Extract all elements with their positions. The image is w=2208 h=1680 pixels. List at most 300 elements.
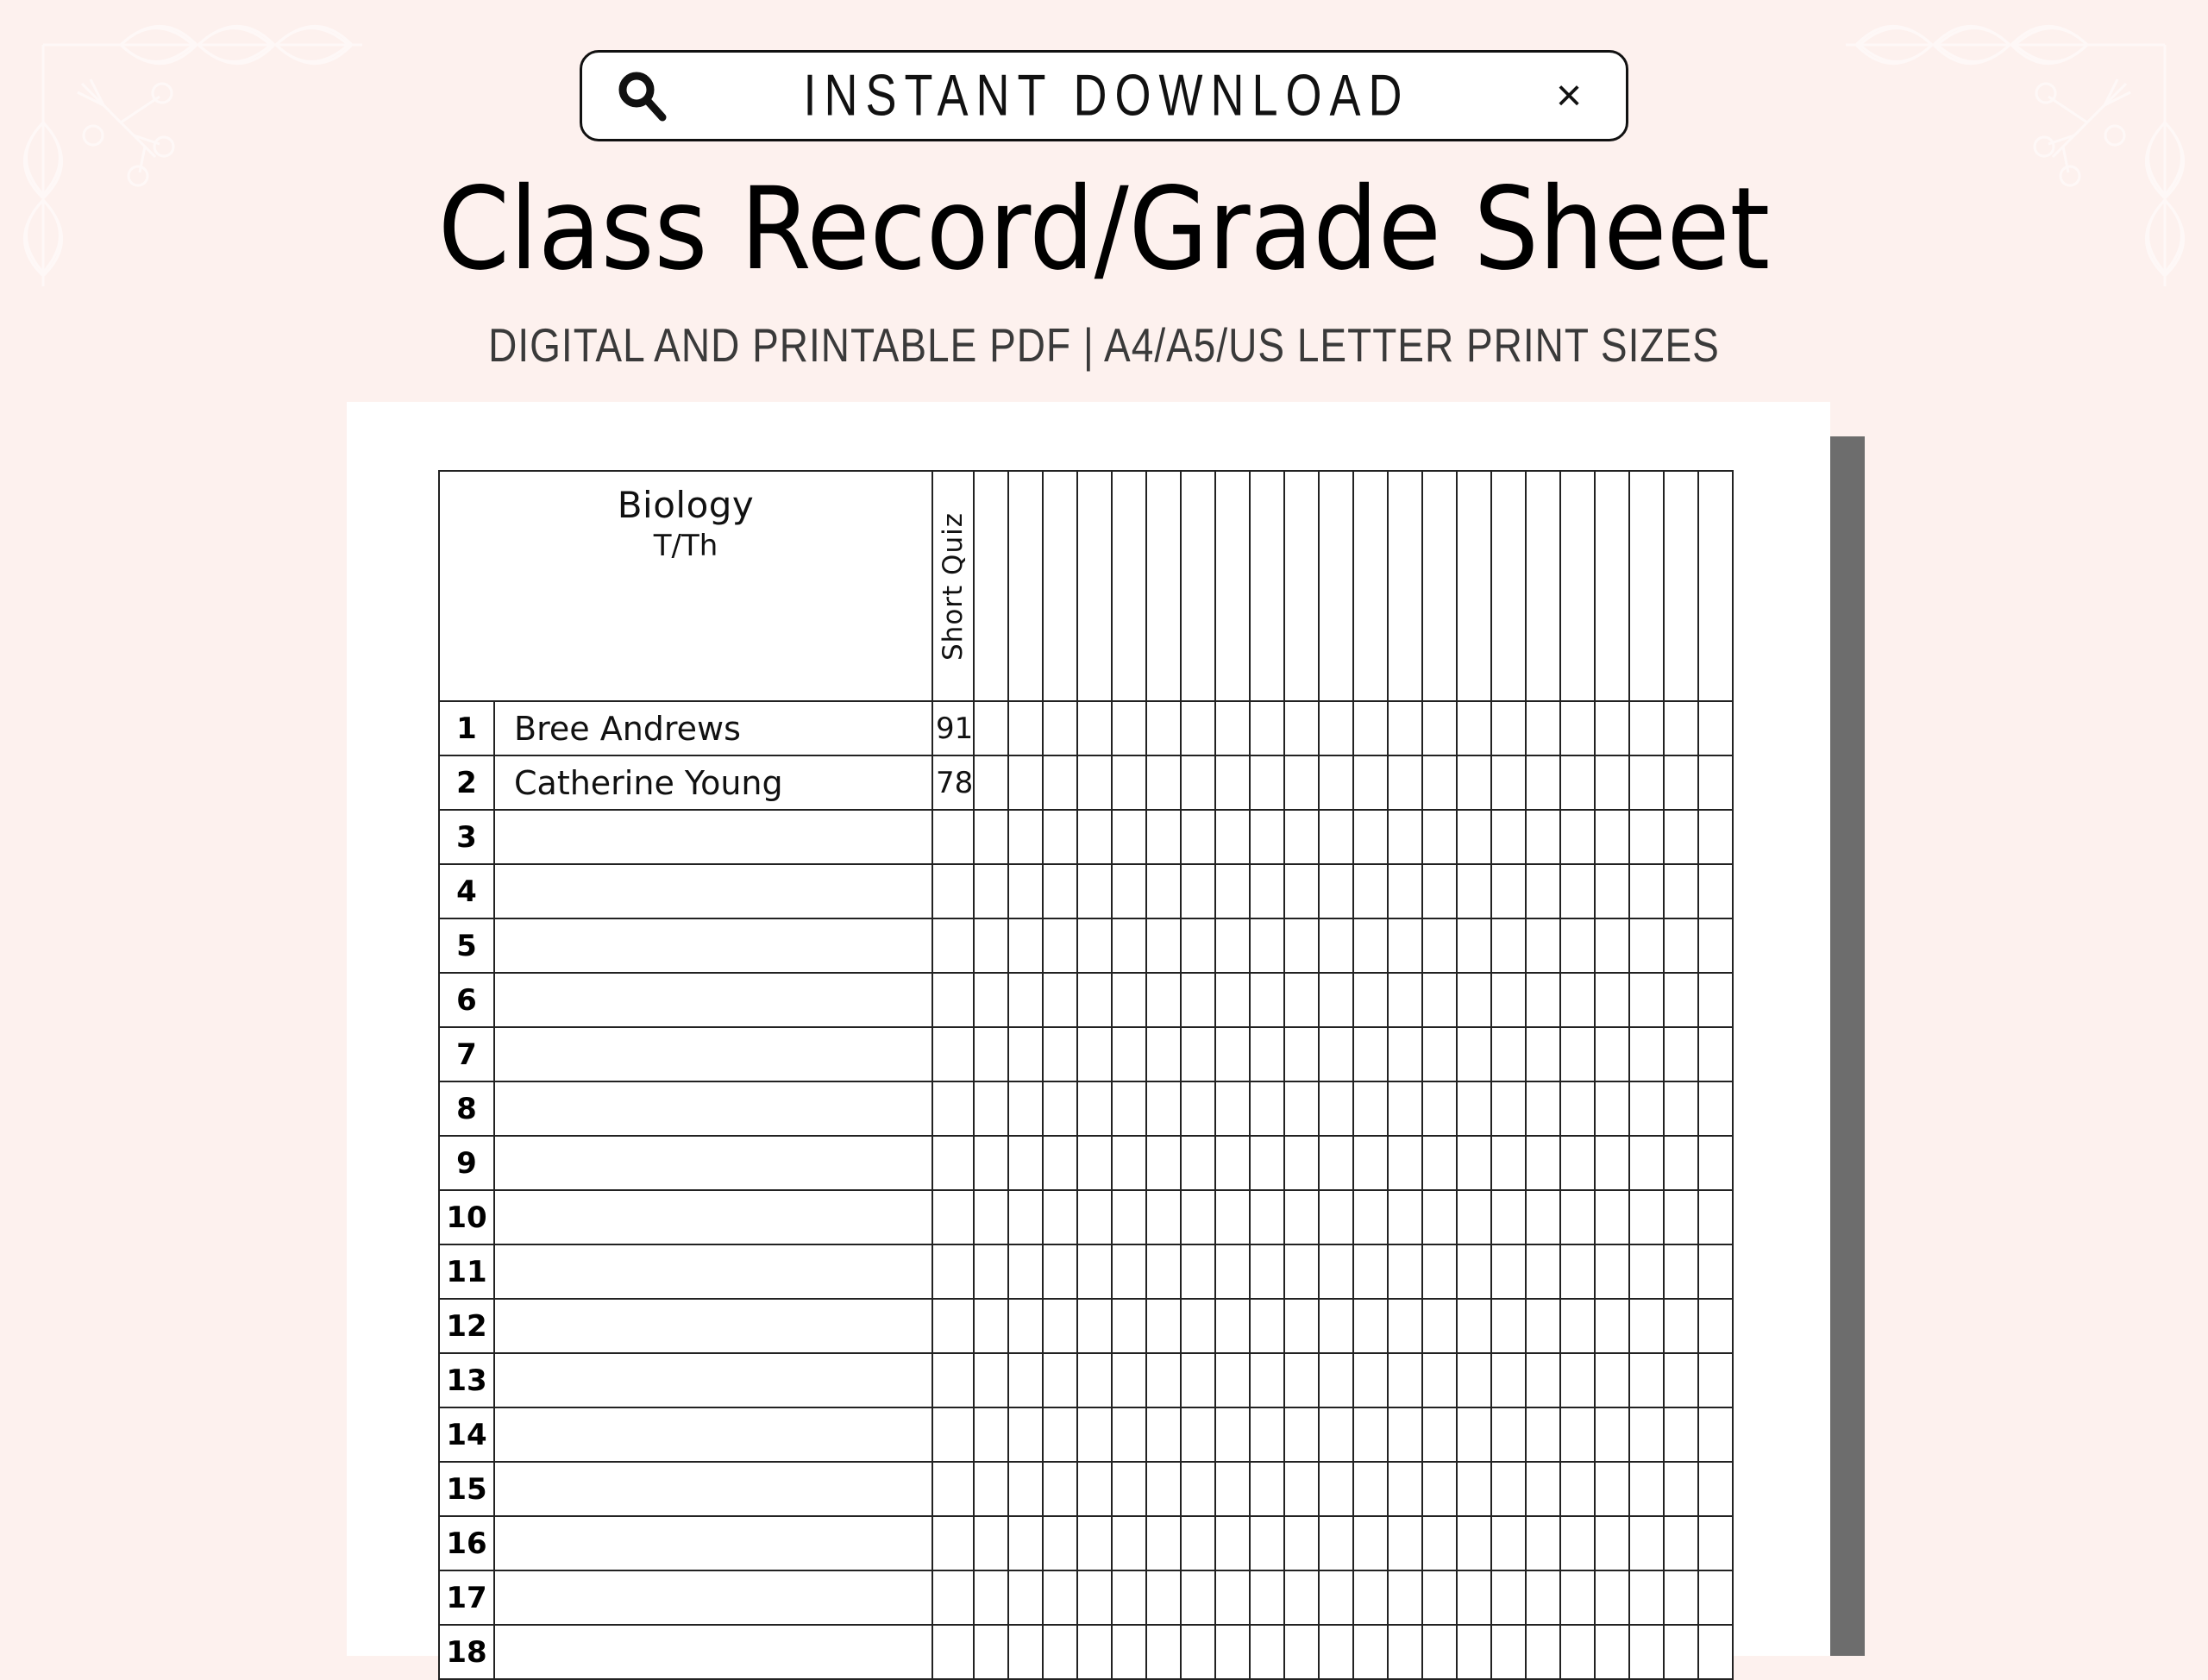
score-cell-blank[interactable] — [1215, 1136, 1250, 1190]
score-cell-blank[interactable] — [1146, 1570, 1181, 1625]
score-cell-blank[interactable] — [1250, 1570, 1284, 1625]
score-cell-blank[interactable] — [1146, 810, 1181, 864]
score-cell-blank[interactable] — [1319, 1625, 1353, 1679]
score-cell-blank[interactable] — [1112, 1190, 1146, 1244]
score-cell-blank[interactable] — [1422, 1407, 1457, 1462]
score-cell-blank[interactable] — [1008, 918, 1043, 973]
score-cell-blank[interactable] — [1422, 1027, 1457, 1081]
score-cell-blank[interactable] — [1284, 810, 1319, 864]
short-quiz-score-cell[interactable] — [932, 1081, 974, 1136]
score-cell-blank[interactable] — [1388, 1081, 1422, 1136]
score-cell-blank[interactable] — [1112, 1353, 1146, 1407]
student-name-cell[interactable] — [494, 1516, 932, 1570]
score-cell-blank[interactable] — [1457, 1190, 1491, 1244]
score-cell-blank[interactable] — [1146, 918, 1181, 973]
score-cell-blank[interactable] — [974, 918, 1008, 973]
score-cell-blank[interactable] — [1457, 1081, 1491, 1136]
assessment-column-header-blank[interactable] — [1698, 471, 1733, 701]
score-cell-blank[interactable] — [1595, 1570, 1629, 1625]
score-cell-blank[interactable] — [1077, 755, 1112, 810]
assessment-column-header-blank[interactable] — [1043, 471, 1077, 701]
student-name-cell[interactable] — [494, 1244, 932, 1299]
score-cell-blank[interactable] — [1698, 1407, 1733, 1462]
score-cell-blank[interactable] — [1008, 810, 1043, 864]
score-cell-blank[interactable] — [1043, 1516, 1077, 1570]
score-cell-blank[interactable] — [1698, 755, 1733, 810]
score-cell-blank[interactable] — [1491, 1570, 1526, 1625]
score-cell-blank[interactable] — [1422, 1299, 1457, 1353]
score-cell-blank[interactable] — [1595, 973, 1629, 1027]
score-cell-blank[interactable] — [1560, 1353, 1595, 1407]
score-cell-blank[interactable] — [1526, 701, 1560, 755]
score-cell-blank[interactable] — [1491, 1244, 1526, 1299]
score-cell-blank[interactable] — [1215, 1027, 1250, 1081]
score-cell-blank[interactable] — [1077, 1516, 1112, 1570]
score-cell-blank[interactable] — [1491, 1407, 1526, 1462]
score-cell-blank[interactable] — [1215, 1353, 1250, 1407]
score-cell-blank[interactable] — [1043, 1407, 1077, 1462]
score-cell-blank[interactable] — [1043, 1244, 1077, 1299]
score-cell-blank[interactable] — [1077, 1462, 1112, 1516]
score-cell-blank[interactable] — [1250, 701, 1284, 755]
score-cell-blank[interactable] — [1560, 1081, 1595, 1136]
score-cell-blank[interactable] — [1664, 1136, 1698, 1190]
score-cell-blank[interactable] — [1250, 1190, 1284, 1244]
score-cell-blank[interactable] — [1698, 1516, 1733, 1570]
score-cell-blank[interactable] — [1629, 1462, 1664, 1516]
assessment-column-header-blank[interactable] — [1422, 471, 1457, 701]
score-cell-blank[interactable] — [1629, 1027, 1664, 1081]
score-cell-blank[interactable] — [1077, 1136, 1112, 1190]
score-cell-blank[interactable] — [1698, 810, 1733, 864]
score-cell-blank[interactable] — [974, 1244, 1008, 1299]
score-cell-blank[interactable] — [1112, 864, 1146, 918]
score-cell-blank[interactable] — [1422, 918, 1457, 973]
short-quiz-score-cell[interactable] — [932, 1299, 974, 1353]
score-cell-blank[interactable] — [974, 810, 1008, 864]
short-quiz-score-cell[interactable] — [932, 1190, 974, 1244]
score-cell-blank[interactable] — [1698, 918, 1733, 973]
score-cell-blank[interactable] — [1560, 701, 1595, 755]
score-cell-blank[interactable] — [1560, 1462, 1595, 1516]
score-cell-blank[interactable] — [1181, 1244, 1215, 1299]
score-cell-blank[interactable] — [1353, 918, 1388, 973]
score-cell-blank[interactable] — [1146, 1244, 1181, 1299]
score-cell-blank[interactable] — [1595, 1407, 1629, 1462]
assessment-column-header-blank[interactable] — [1319, 471, 1353, 701]
score-cell-blank[interactable] — [1181, 1570, 1215, 1625]
score-cell-blank[interactable] — [1181, 701, 1215, 755]
score-cell-blank[interactable] — [1422, 1244, 1457, 1299]
score-cell-blank[interactable] — [1146, 1190, 1181, 1244]
score-cell-blank[interactable] — [1112, 1407, 1146, 1462]
score-cell-blank[interactable] — [1043, 1462, 1077, 1516]
score-cell-blank[interactable] — [974, 1353, 1008, 1407]
score-cell-blank[interactable] — [1008, 1027, 1043, 1081]
score-cell-blank[interactable] — [1043, 1136, 1077, 1190]
score-cell-blank[interactable] — [1491, 973, 1526, 1027]
score-cell-blank[interactable] — [1560, 1244, 1595, 1299]
score-cell-blank[interactable] — [1146, 1027, 1181, 1081]
score-cell-blank[interactable] — [1319, 1570, 1353, 1625]
score-cell-blank[interactable] — [1215, 701, 1250, 755]
assessment-column-header-short-quiz[interactable] — [932, 471, 974, 701]
score-cell-blank[interactable] — [1353, 1462, 1388, 1516]
score-cell-blank[interactable] — [1422, 973, 1457, 1027]
short-quiz-score-cell[interactable] — [932, 1625, 974, 1679]
score-cell-blank[interactable] — [1388, 1299, 1422, 1353]
score-cell-blank[interactable] — [1250, 1027, 1284, 1081]
student-name-cell[interactable] — [494, 1136, 932, 1190]
score-cell-blank[interactable] — [1560, 1570, 1595, 1625]
score-cell-blank[interactable] — [1560, 973, 1595, 1027]
subject-header-cell[interactable] — [439, 471, 932, 701]
score-cell-blank[interactable] — [1629, 864, 1664, 918]
score-cell-blank[interactable] — [1284, 864, 1319, 918]
score-cell-blank[interactable] — [1560, 918, 1595, 973]
score-cell-blank[interactable] — [1284, 1027, 1319, 1081]
score-cell-blank[interactable] — [1560, 755, 1595, 810]
score-cell-blank[interactable] — [1457, 1353, 1491, 1407]
score-cell-blank[interactable] — [1629, 1190, 1664, 1244]
score-cell-blank[interactable] — [1250, 810, 1284, 864]
score-cell-blank[interactable] — [1664, 1190, 1698, 1244]
score-cell-blank[interactable] — [1146, 973, 1181, 1027]
score-cell-blank[interactable] — [1526, 755, 1560, 810]
search-pill[interactable] — [580, 50, 1628, 141]
score-cell-blank[interactable] — [1629, 973, 1664, 1027]
score-cell-blank[interactable] — [1319, 1462, 1353, 1516]
score-cell-blank[interactable] — [1388, 864, 1422, 918]
student-name-cell[interactable] — [494, 1462, 932, 1516]
score-cell-blank[interactable] — [1457, 1462, 1491, 1516]
score-cell-blank[interactable] — [1008, 1353, 1043, 1407]
score-cell-blank[interactable] — [1491, 701, 1526, 755]
score-cell-blank[interactable] — [1491, 1081, 1526, 1136]
student-name-cell[interactable] — [494, 1027, 932, 1081]
score-cell-blank[interactable] — [1284, 701, 1319, 755]
score-cell-blank[interactable] — [1526, 1190, 1560, 1244]
score-cell-blank[interactable] — [1319, 1190, 1353, 1244]
short-quiz-score-cell[interactable] — [932, 864, 974, 918]
score-cell-blank[interactable] — [1112, 1244, 1146, 1299]
score-cell-blank[interactable] — [1319, 810, 1353, 864]
score-cell-blank[interactable] — [1146, 1081, 1181, 1136]
score-cell-blank[interactable] — [1146, 1353, 1181, 1407]
score-cell-blank[interactable] — [1077, 1625, 1112, 1679]
score-cell-blank[interactable] — [1664, 1244, 1698, 1299]
score-cell-blank[interactable] — [1146, 701, 1181, 755]
score-cell-blank[interactable] — [1526, 1081, 1560, 1136]
score-cell-blank[interactable] — [1595, 1027, 1629, 1081]
score-cell-blank[interactable] — [1595, 1190, 1629, 1244]
student-name-cell[interactable] — [494, 918, 932, 973]
score-cell-blank[interactable] — [974, 755, 1008, 810]
score-cell-blank[interactable] — [1112, 1081, 1146, 1136]
score-cell-blank[interactable] — [1491, 1136, 1526, 1190]
score-cell-blank[interactable] — [1112, 701, 1146, 755]
student-name-cell[interactable] — [494, 1407, 932, 1462]
assessment-column-header-blank[interactable] — [1491, 471, 1526, 701]
score-cell-blank[interactable] — [1284, 1244, 1319, 1299]
score-cell-blank[interactable] — [1043, 1570, 1077, 1625]
score-cell-blank[interactable] — [1526, 1516, 1560, 1570]
score-cell-blank[interactable] — [1491, 1462, 1526, 1516]
assessment-column-header-blank[interactable] — [1146, 471, 1181, 701]
score-cell-blank[interactable] — [1112, 973, 1146, 1027]
score-cell-blank[interactable] — [1215, 1081, 1250, 1136]
score-cell-blank[interactable] — [1043, 1299, 1077, 1353]
score-cell-blank[interactable] — [1319, 1299, 1353, 1353]
score-cell-blank[interactable] — [1629, 1407, 1664, 1462]
score-cell-blank[interactable] — [1698, 1136, 1733, 1190]
score-cell-blank[interactable] — [1457, 1625, 1491, 1679]
score-cell-blank[interactable] — [1112, 1516, 1146, 1570]
score-cell-blank[interactable] — [1629, 1516, 1664, 1570]
score-cell-blank[interactable] — [1595, 864, 1629, 918]
score-cell-blank[interactable] — [1008, 1299, 1043, 1353]
score-cell-blank[interactable] — [1664, 810, 1698, 864]
score-cell-blank[interactable] — [1698, 1462, 1733, 1516]
assessment-column-header-blank[interactable] — [1112, 471, 1146, 701]
score-cell-blank[interactable] — [1250, 918, 1284, 973]
student-name-cell[interactable]: Bree Andrews — [494, 701, 932, 755]
score-cell-blank[interactable] — [1595, 755, 1629, 810]
score-cell-blank[interactable] — [1526, 918, 1560, 973]
score-cell-blank[interactable] — [1181, 1462, 1215, 1516]
score-cell-blank[interactable] — [1181, 810, 1215, 864]
score-cell-blank[interactable] — [1595, 918, 1629, 973]
score-cell-blank[interactable] — [1215, 864, 1250, 918]
short-quiz-score-cell[interactable] — [932, 1353, 974, 1407]
score-cell-blank[interactable] — [1664, 1353, 1698, 1407]
score-cell-blank[interactable] — [1319, 755, 1353, 810]
score-cell-blank[interactable] — [1215, 918, 1250, 973]
score-cell-blank[interactable] — [1112, 1570, 1146, 1625]
score-cell-blank[interactable] — [1043, 1027, 1077, 1081]
score-cell-blank[interactable] — [1526, 810, 1560, 864]
score-cell-blank[interactable] — [1422, 1190, 1457, 1244]
score-cell-blank[interactable] — [1526, 1570, 1560, 1625]
short-quiz-score-cell[interactable] — [932, 1516, 974, 1570]
score-cell-blank[interactable] — [1008, 1244, 1043, 1299]
score-cell-blank[interactable] — [1284, 973, 1319, 1027]
score-cell-blank[interactable] — [1146, 1462, 1181, 1516]
score-cell-blank[interactable] — [1388, 1407, 1422, 1462]
score-cell-blank[interactable] — [1008, 973, 1043, 1027]
assessment-column-header-blank[interactable] — [1008, 471, 1043, 701]
score-cell-blank[interactable] — [1629, 1081, 1664, 1136]
score-cell-blank[interactable] — [974, 864, 1008, 918]
score-cell-blank[interactable] — [1250, 1516, 1284, 1570]
score-cell-blank[interactable] — [1526, 864, 1560, 918]
score-cell-blank[interactable] — [1422, 1516, 1457, 1570]
score-cell-blank[interactable] — [1077, 973, 1112, 1027]
score-cell-blank[interactable] — [1112, 1299, 1146, 1353]
score-cell-blank[interactable] — [1698, 1244, 1733, 1299]
score-cell-blank[interactable] — [1353, 1136, 1388, 1190]
assessment-column-header-blank[interactable] — [1560, 471, 1595, 701]
score-cell-blank[interactable] — [1664, 1299, 1698, 1353]
score-cell-blank[interactable] — [1526, 1353, 1560, 1407]
assessment-column-header-blank[interactable] — [1388, 471, 1422, 701]
score-cell-blank[interactable] — [1422, 1136, 1457, 1190]
short-quiz-score-cell[interactable] — [932, 810, 974, 864]
score-cell-blank[interactable] — [1353, 1516, 1388, 1570]
score-cell-blank[interactable] — [1215, 973, 1250, 1027]
score-cell-blank[interactable] — [1698, 1353, 1733, 1407]
score-cell-blank[interactable] — [1698, 1625, 1733, 1679]
short-quiz-score-cell[interactable] — [932, 1570, 974, 1625]
short-quiz-score-cell[interactable] — [932, 918, 974, 973]
score-cell-blank[interactable] — [1491, 1516, 1526, 1570]
score-cell-blank[interactable] — [1250, 1407, 1284, 1462]
score-cell-blank[interactable] — [1491, 1190, 1526, 1244]
assessment-column-header-blank[interactable] — [974, 471, 1008, 701]
score-cell-blank[interactable] — [1526, 1625, 1560, 1679]
student-name-cell[interactable] — [494, 1299, 932, 1353]
score-cell-blank[interactable] — [1353, 1190, 1388, 1244]
score-cell-blank[interactable] — [1008, 1516, 1043, 1570]
score-cell-blank[interactable] — [1043, 1190, 1077, 1244]
score-cell-blank[interactable] — [1043, 755, 1077, 810]
score-cell-blank[interactable] — [1629, 1244, 1664, 1299]
score-cell-blank[interactable] — [1595, 1516, 1629, 1570]
score-cell-blank[interactable] — [1215, 1407, 1250, 1462]
score-cell-blank[interactable] — [974, 701, 1008, 755]
score-cell-blank[interactable] — [1457, 1299, 1491, 1353]
score-cell-blank[interactable] — [1629, 1299, 1664, 1353]
assessment-column-header-blank[interactable] — [1664, 471, 1698, 701]
student-name-cell[interactable] — [494, 1081, 932, 1136]
score-cell-blank[interactable] — [1319, 701, 1353, 755]
score-cell-blank[interactable] — [974, 1190, 1008, 1244]
score-cell-blank[interactable] — [1319, 973, 1353, 1027]
score-cell-blank[interactable] — [1284, 918, 1319, 973]
score-cell-blank[interactable] — [1422, 1570, 1457, 1625]
score-cell-blank[interactable] — [1491, 1625, 1526, 1679]
score-cell-blank[interactable] — [1284, 1516, 1319, 1570]
score-cell-blank[interactable] — [1250, 864, 1284, 918]
score-cell-blank[interactable] — [1664, 973, 1698, 1027]
score-cell-blank[interactable] — [1595, 1625, 1629, 1679]
score-cell-blank[interactable] — [1284, 1570, 1319, 1625]
score-cell-blank[interactable] — [1491, 918, 1526, 973]
score-cell-blank[interactable] — [1008, 1407, 1043, 1462]
score-cell-blank[interactable] — [1457, 1136, 1491, 1190]
score-cell-blank[interactable] — [974, 1407, 1008, 1462]
score-cell-blank[interactable] — [1319, 918, 1353, 973]
score-cell-blank[interactable] — [1664, 1462, 1698, 1516]
score-cell-blank[interactable] — [974, 1462, 1008, 1516]
score-cell-blank[interactable] — [1629, 1570, 1664, 1625]
score-cell-blank[interactable] — [1008, 755, 1043, 810]
score-cell-blank[interactable] — [1043, 701, 1077, 755]
score-cell-blank[interactable] — [1043, 1353, 1077, 1407]
score-cell-blank[interactable] — [974, 1570, 1008, 1625]
score-cell-blank[interactable] — [1215, 1625, 1250, 1679]
assessment-column-header-blank[interactable] — [1077, 471, 1112, 701]
score-cell-blank[interactable] — [1664, 1516, 1698, 1570]
score-cell-blank[interactable] — [1250, 1353, 1284, 1407]
score-cell-blank[interactable] — [1112, 755, 1146, 810]
score-cell-blank[interactable] — [1353, 1625, 1388, 1679]
score-cell-blank[interactable] — [1664, 1081, 1698, 1136]
score-cell-blank[interactable] — [1319, 1081, 1353, 1136]
assessment-column-header-blank[interactable] — [1250, 471, 1284, 701]
student-name-cell[interactable] — [494, 1570, 932, 1625]
score-cell-blank[interactable] — [1664, 1570, 1698, 1625]
score-cell-blank[interactable] — [1560, 1190, 1595, 1244]
score-cell-blank[interactable] — [1043, 810, 1077, 864]
score-cell-blank[interactable] — [1146, 1136, 1181, 1190]
score-cell-blank[interactable] — [1388, 1516, 1422, 1570]
score-cell-blank[interactable] — [1388, 1027, 1422, 1081]
assessment-column-header-blank[interactable] — [1629, 471, 1664, 701]
score-cell-blank[interactable] — [1629, 1625, 1664, 1679]
score-cell-blank[interactable] — [1526, 1136, 1560, 1190]
score-cell-blank[interactable] — [1422, 1081, 1457, 1136]
score-cell-blank[interactable] — [1353, 1570, 1388, 1625]
score-cell-blank[interactable] — [1181, 864, 1215, 918]
score-cell-blank[interactable] — [1353, 1027, 1388, 1081]
score-cell-blank[interactable] — [1457, 1244, 1491, 1299]
score-cell-blank[interactable] — [1077, 1244, 1112, 1299]
score-cell-blank[interactable] — [1388, 918, 1422, 973]
score-cell-blank[interactable] — [1457, 973, 1491, 1027]
score-cell-blank[interactable] — [1560, 1027, 1595, 1081]
score-cell-blank[interactable] — [1457, 1516, 1491, 1570]
score-cell-blank[interactable] — [1698, 701, 1733, 755]
score-cell-blank[interactable] — [1112, 1027, 1146, 1081]
score-cell-blank[interactable] — [1008, 1570, 1043, 1625]
score-cell-blank[interactable] — [1560, 864, 1595, 918]
score-cell-blank[interactable] — [1215, 810, 1250, 864]
score-cell-blank[interactable] — [1595, 1353, 1629, 1407]
score-cell-blank[interactable] — [1595, 1244, 1629, 1299]
score-cell-blank[interactable] — [974, 1516, 1008, 1570]
score-cell-blank[interactable] — [1284, 1299, 1319, 1353]
assessment-column-header-blank[interactable] — [1353, 471, 1388, 701]
score-cell-blank[interactable] — [1491, 1299, 1526, 1353]
score-cell-blank[interactable] — [1319, 1136, 1353, 1190]
score-cell-blank[interactable] — [1077, 1299, 1112, 1353]
score-cell-blank[interactable] — [1077, 1027, 1112, 1081]
score-cell-blank[interactable] — [1215, 1462, 1250, 1516]
score-cell-blank[interactable] — [1422, 701, 1457, 755]
score-cell-blank[interactable] — [1319, 1407, 1353, 1462]
score-cell-blank[interactable] — [1491, 755, 1526, 810]
score-cell-blank[interactable] — [1008, 864, 1043, 918]
student-name-cell[interactable] — [494, 810, 932, 864]
score-cell-blank[interactable] — [1526, 1299, 1560, 1353]
score-cell-blank[interactable] — [1629, 755, 1664, 810]
score-cell-blank[interactable] — [1422, 1625, 1457, 1679]
score-cell-blank[interactable] — [1457, 1027, 1491, 1081]
score-cell-blank[interactable] — [1595, 1136, 1629, 1190]
score-cell-blank[interactable] — [1388, 755, 1422, 810]
score-cell-blank[interactable] — [1388, 1462, 1422, 1516]
score-cell-blank[interactable] — [1319, 864, 1353, 918]
score-cell-blank[interactable] — [1526, 1407, 1560, 1462]
short-quiz-score-cell[interactable] — [932, 1244, 974, 1299]
score-cell-blank[interactable] — [1526, 1027, 1560, 1081]
score-cell-blank[interactable] — [1043, 864, 1077, 918]
score-cell-blank[interactable] — [1215, 1190, 1250, 1244]
score-cell-blank[interactable] — [974, 1299, 1008, 1353]
score-cell-blank[interactable] — [1457, 701, 1491, 755]
score-cell-blank[interactable] — [1457, 1407, 1491, 1462]
